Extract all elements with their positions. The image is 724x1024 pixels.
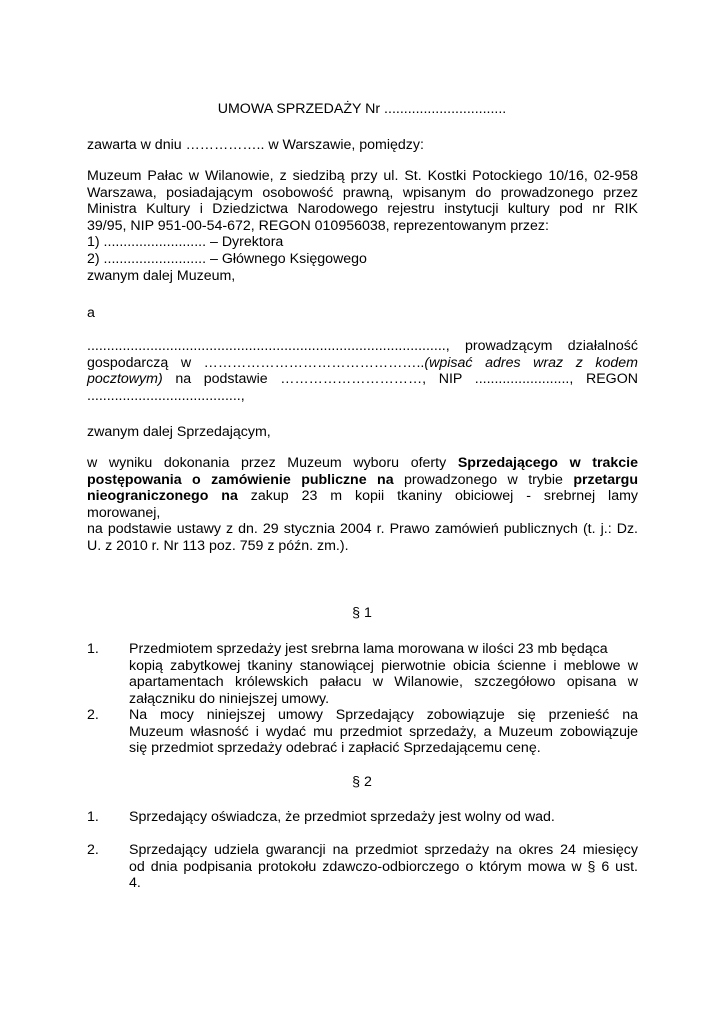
legal-basis-line-1: na podstawie ustawy z dn. 29 stycznia 2004 r. Prawo zamówień publicznych (t. j.: Dz. <box>87 521 638 538</box>
item-line: 4. <box>129 875 141 892</box>
item-line: Sprzedający oświadcza, że przedmiot sprzedaży jest wolny od wad. <box>129 809 555 825</box>
seller-address-prefix: gospodarczą w ……………………………………….. <box>87 354 425 371</box>
item-line: Przedmiotem sprzedaży jest srebrna lama morowana w ilości 23 mb będąca <box>129 641 608 657</box>
result-bold: Sprzedającego w trakcie <box>457 455 638 471</box>
section-1-item-number: 1. <box>87 641 99 657</box>
section-2-item-number: 1. <box>87 809 99 825</box>
seller-line-1: ..........................................................................................., prowadzącym działalność <box>87 338 638 354</box>
result-text: prowadzonego w trybie <box>393 471 574 488</box>
item-line: Muzeum własność i wydać mu przedmiot sprzedaży, a Muzeum zobowiązuje <box>129 723 638 740</box>
legal-basis-line-2: U. z 2010 r. Nr 113 poz. 759 z późn. zm.). <box>87 537 349 554</box>
seller-line-4: ......................................., <box>87 387 245 404</box>
item-line: załączniku do niniejszej umowy. <box>129 690 330 707</box>
representative-accountant: 2) .......................... – Głównego Księgowego <box>87 250 367 267</box>
section-1-heading: § 1 <box>352 605 372 621</box>
item-line: Sprzedający udziela gwarancji na przedmiot sprzedaży na okres 24 miesięcy <box>129 842 638 858</box>
seller-line-3 <box>87 371 638 388</box>
result-text: zakup 23 m kopii tkaniny obiciowej - srebrnej lamy <box>237 488 639 505</box>
section-2-heading: § 2 <box>352 774 372 790</box>
section-2-item-number: 2. <box>87 842 99 858</box>
result-bold: przetargu <box>573 471 638 488</box>
section-2-item-1 <box>129 809 638 826</box>
tender-result <box>87 455 638 555</box>
result-line-1 <box>87 455 638 472</box>
museum-line: 39/95, NIP 951-00-54-672, REGON 010956038, reprezentowanym przez: <box>87 217 549 234</box>
seller-party <box>87 338 638 404</box>
item-line: kopią zabytkowej tkaniny stanowiącej pierwotnie obicia ścienne i meblowe w <box>129 657 638 674</box>
result-bold: postępowania o zamówienie publiczne na <box>87 471 394 488</box>
section-1-item-1 <box>129 641 638 707</box>
and-word: a <box>87 305 95 321</box>
item-line: od dnia podpisania protokołu zdawczo-odbiorczego o którym mowa w § 6 ust. <box>129 858 638 875</box>
museum-line: Warszawa, posiadającym osobowość prawną, wpisanym do prowadzonego przez <box>87 184 638 201</box>
result-line-2 <box>87 472 638 489</box>
result-text: w wyniku dokonania przez Muzeum wyboru oferty <box>87 455 458 471</box>
section-2-item-2 <box>129 842 638 892</box>
result-line-3 <box>87 488 638 505</box>
result-line-4: morowanej, <box>87 504 161 521</box>
result-bold: nieograniczonego na <box>87 488 238 505</box>
item-line: Na mocy niniejszej umowy Sprzedający zobowiązuje się przenieść na <box>129 707 638 723</box>
museum-line: Muzeum Pałac w Wilanowie, z siedzibą przy ul. St. Kostki Potockiego 10/16, 02-958 <box>87 168 638 184</box>
concluded-line: zawarta w dniu …………….. w Warszawie, pomiędzy: <box>87 137 424 153</box>
museum-party <box>87 168 638 284</box>
contract-title: UMOWA SPRZEDAŻY Nr ............................... <box>217 101 507 117</box>
seller-named: zwanym dalej Sprzedającym, <box>87 424 271 440</box>
seller-address-hint-end: pocztowym) <box>87 371 163 388</box>
section-1-item-number: 2. <box>87 707 99 723</box>
museum-named: zwanym dalej Muzeum, <box>87 267 236 284</box>
seller-address-hint: (wpisać adres wraz z kodem <box>424 354 638 371</box>
section-1-item-2 <box>129 707 638 757</box>
seller-registration: na podstawie …………………………, NIP ........................, REGON <box>162 371 638 388</box>
representative-director: 1) .......................... – Dyrektora <box>87 234 284 251</box>
seller-line-2 <box>87 355 638 372</box>
item-line: apartamentach królewskich pałacu w Wilanowie, szczegółowo opisana w <box>129 674 638 691</box>
item-line: się przedmiot sprzedaży odebrać i zapłacić Sprzedającemu cenę. <box>129 740 541 757</box>
museum-line: Ministra Kultury i Dziedzictwa Narodowego rejestru instytucji kultury pod nr RIK <box>87 201 638 218</box>
